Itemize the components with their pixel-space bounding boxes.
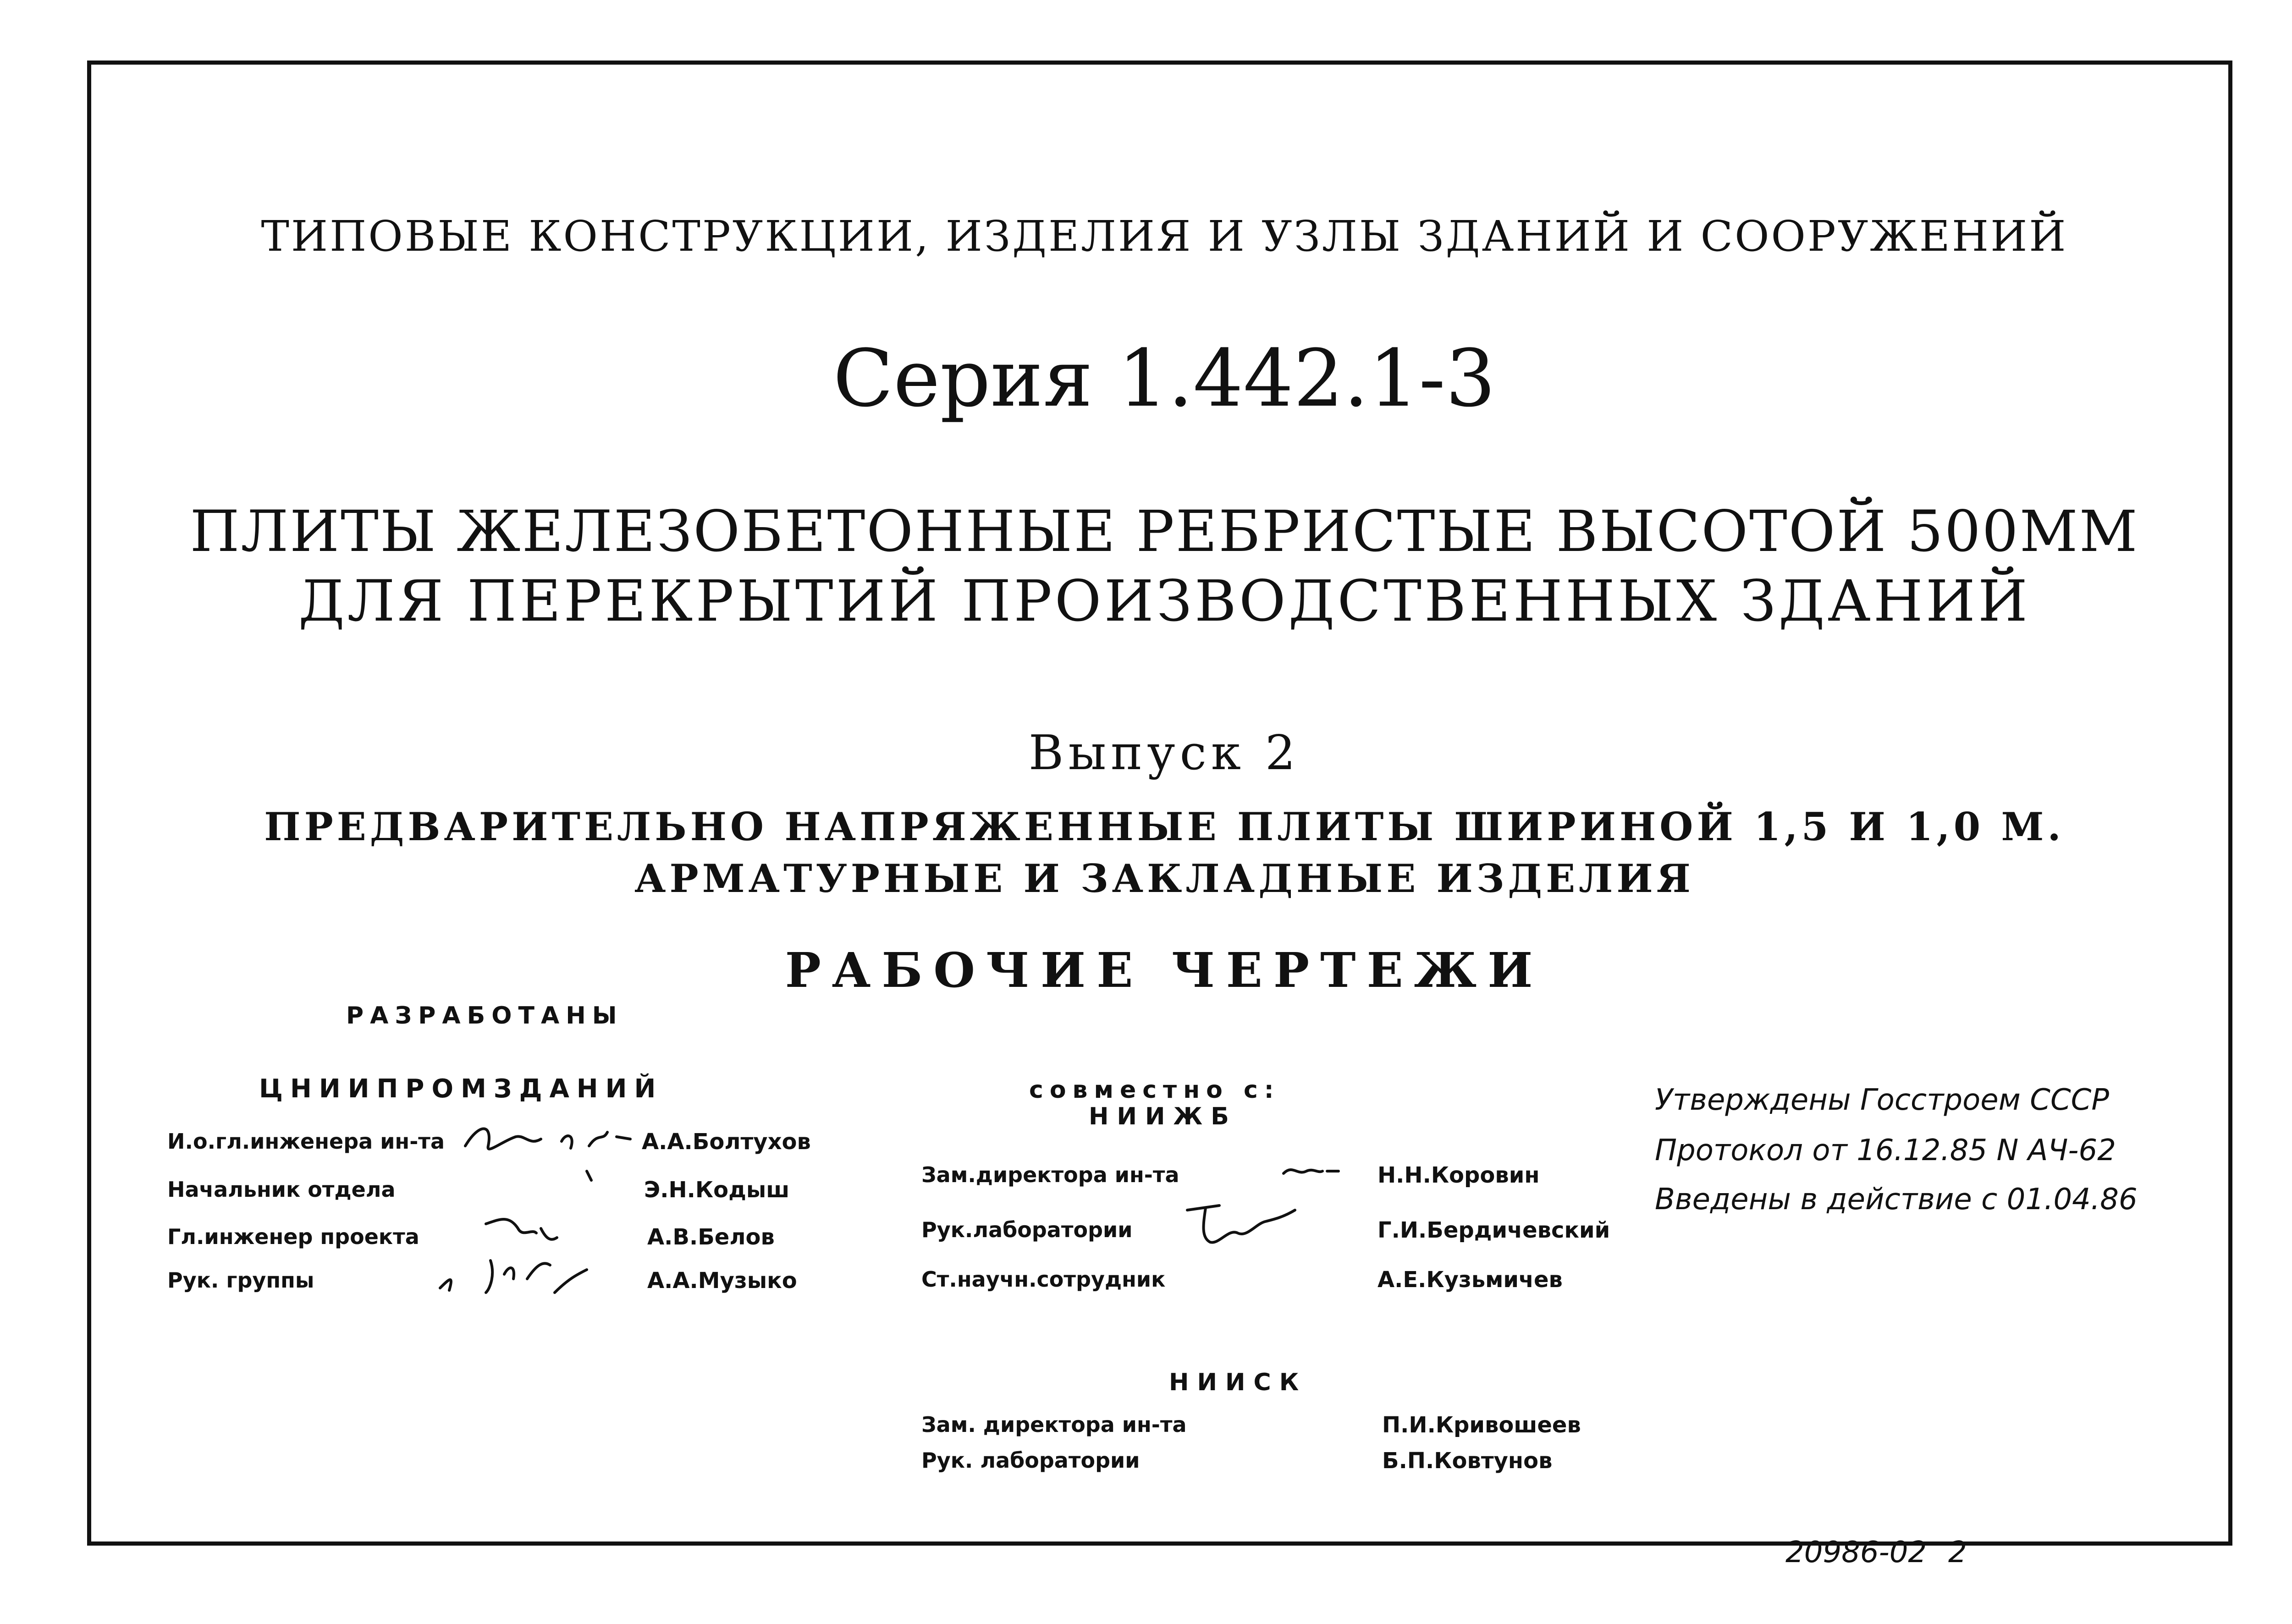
sheet-number: 2 [1948,1536,1967,1569]
org1-name-4: А.А.Музыко [647,1268,797,1294]
issue-line-2: АРМАТУРНЫЕ И ЗАКЛАДНЫЕ ИЗДЕЛИЯ [634,856,1694,901]
org1-role-2: Начальник отдела [167,1177,396,1202]
signature-korovin [1279,1160,1343,1183]
org1-role-1: И.о.гл.инженера ин-та [167,1129,445,1154]
org2-name-3: А.Е.Кузьмичев [1377,1267,1563,1293]
org3-name: НИИСК [1169,1369,1307,1396]
signature-muzyko [435,1247,610,1302]
org2-role-3: Ст.научн.сотрудник [921,1267,1166,1292]
title-line-2: ДЛЯ ПЕРЕКРЫТИЙ ПРОИЗВОДСТВЕННЫХ ЗДАНИЙ [298,568,2031,634]
org1-name-3: А.В.Белов [647,1224,775,1250]
org2-name: НИИЖБ [1089,1103,1237,1130]
approval-line-1: Утверждены Госстроем СССР [1655,1083,2109,1117]
issue-number: Выпуск 2 [1028,725,1300,781]
series-title: Серия 1.442.1-3 [833,332,1496,424]
org1-name-2: Э.Н.Кодыш [644,1177,790,1203]
drawing-frame [87,61,2232,1546]
document-code: 20986-02 [1785,1536,1927,1569]
org2-name-2: Г.И.Бердичевский [1377,1217,1610,1243]
issue-line-1: ПРЕДВАРИТЕЛЬНО НАПРЯЖЕННЫЕ ПЛИТЫ ШИРИНОЙ 1,5 И 1,0 М. [264,804,2065,849]
title-line-1: ПЛИТЫ ЖЕЛЕЗОБЕТОННЫЕ РЕБРИСТЫЕ ВЫСОТОЙ 500ММ [190,499,2139,565]
approval-line-3: Введены в действие с 01.04.86 [1655,1183,2138,1217]
signature-berdichevsky [1178,1196,1302,1256]
org1-role-3: Гл.инженер проекта [167,1224,419,1249]
developed-label: РАЗРАБОТАНЫ [346,1002,623,1029]
approval-line-2: Протокол от 16.12.85 N АЧ-62 [1655,1134,2116,1167]
org3-role-1: Зам. директора ин-та [921,1412,1187,1437]
together-label: совместно с: [1029,1076,1280,1104]
signature-mark [582,1167,601,1185]
org3-name-1: П.И.Кривошеев [1382,1412,1581,1438]
org1-name-1: А.А.Болтухов [642,1129,811,1155]
document-type: РАБОЧИЕ ЧЕРТЕЖИ [785,942,1544,998]
org2-role-1: Зам.директора ин-та [921,1162,1179,1187]
org2-name-1: Н.Н.Коровин [1377,1162,1540,1188]
signature-boltukhov [461,1114,642,1164]
org3-role-2: Рук. лаборатории [921,1448,1140,1473]
org1-name: ЦНИИПРОМЗДАНИЙ [259,1074,663,1104]
org3-name-2: Б.П.Ковтунов [1382,1448,1553,1474]
org2-role-2: Рук.лаборатории [921,1217,1133,1242]
org1-role-4: Рук. группы [167,1268,314,1293]
header-line: ТИПОВЫЕ КОНСТРУКЦИИ, ИЗДЕЛИЯ И УЗЛЫ ЗДАНИЙ И СООРУЖЕНИЙ [261,212,2068,261]
